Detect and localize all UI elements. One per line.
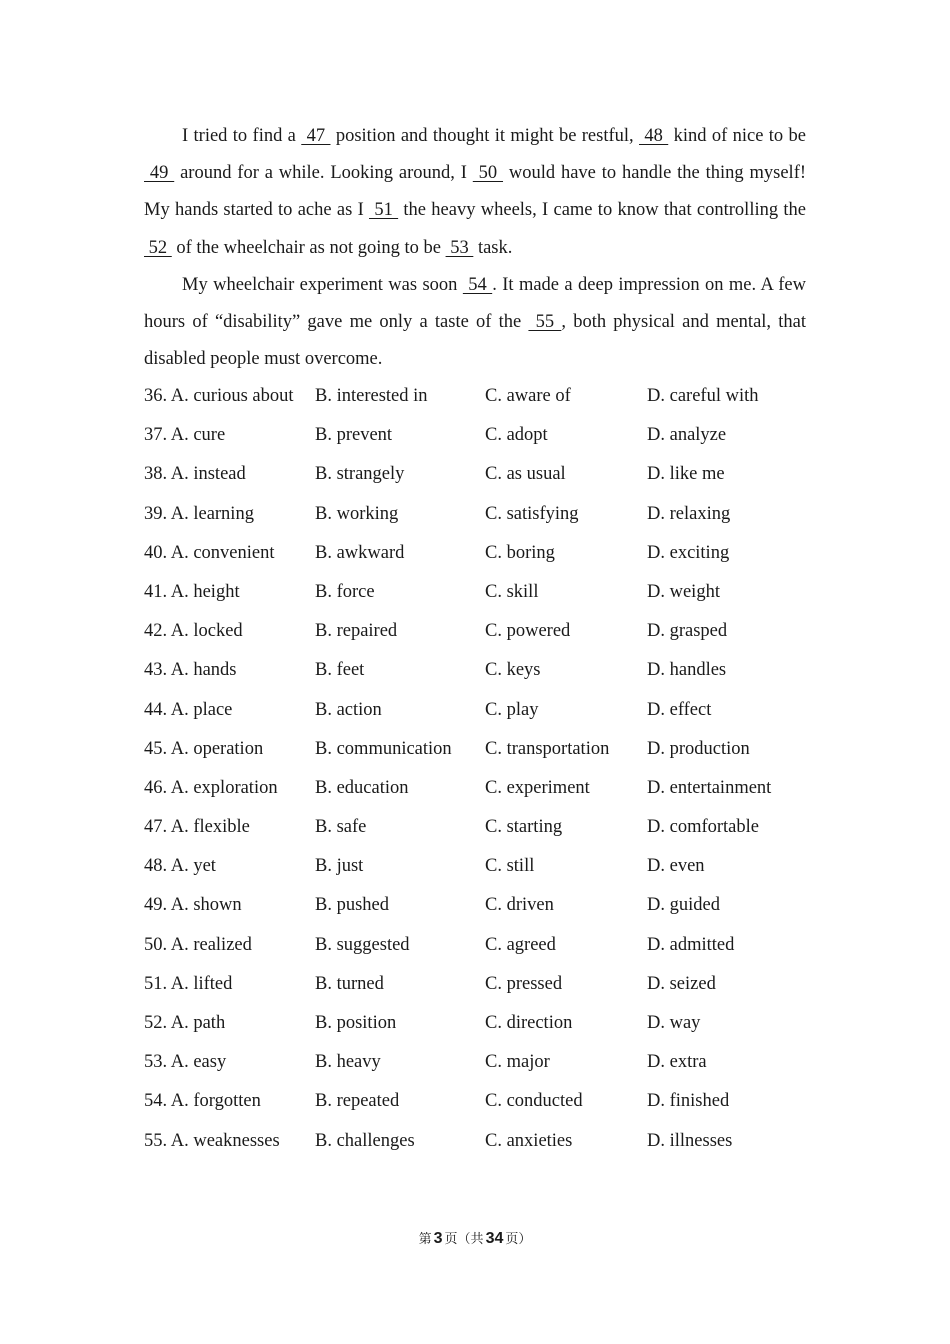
option-d: D. exciting [647,542,730,563]
blank-50: 50 [472,163,504,184]
option-c: C. keys [485,660,541,681]
passage-text: would have to handle the thing myself! My hands started to ache as I [144,163,807,221]
option-d: D. guided [647,895,720,916]
blank-53: 53 [445,237,474,258]
option-b: B. awkward [315,542,405,563]
option-b: B. action [315,699,382,720]
option-b: B. turned [315,973,384,994]
passage [144,118,806,378]
option-row [144,416,824,455]
option-b: B. repeated [315,1091,400,1112]
option-d: D. production [647,738,750,759]
option-b: B. prevent [315,425,393,446]
option-a: 48. A. yet [144,856,216,877]
footer-middle: 页（共 [444,1232,484,1247]
option-row [144,573,824,612]
option-d: D. finished [647,1091,730,1112]
option-c: C. agreed [485,934,556,955]
option-b: B. force [315,581,375,602]
footer-prefix: 第 [418,1232,432,1247]
option-c: C. driven [485,895,554,916]
passage-text: My wheelchair experiment was soon [182,274,463,295]
passage-text: around for a while. Looking around, I [174,163,473,184]
blank-49: 49 [144,163,175,184]
option-a: 46. A. exploration [144,777,278,798]
option-row [144,730,824,769]
option-row [144,534,824,573]
option-d: D. careful with [647,386,759,406]
option-b: B. challenges [315,1130,415,1151]
answer-options [144,377,824,1161]
option-a: 55. A. weaknesses [144,1130,280,1151]
option-d: D. grasped [647,621,728,642]
option-d: D. seized [647,973,716,994]
option-d: D. handles [647,660,727,681]
option-c: C. play [485,699,539,720]
option-b: B. just [315,856,364,877]
passage-text: of the wheelchair as not going to be [171,237,446,258]
option-c: C. conducted [485,1091,583,1112]
option-c: C. direction [485,1013,573,1033]
option-a: 38. A. instead [144,464,246,485]
option-b: B. repaired [315,621,398,642]
option-a: 53. A. easy [144,1052,227,1073]
option-b: B. heavy [315,1052,381,1073]
option-row [144,1082,824,1121]
option-d: D. like me [647,464,725,485]
option-b: B. education [315,777,409,798]
option-b: B. interested in [315,386,428,406]
option-b: B. strangely [315,464,405,485]
option-a: 43. A. hands [144,660,237,681]
passage-text: , both physical and mental, that disabled people must overcome. [144,312,806,370]
option-c: C. experiment [485,777,590,798]
option-d: D. weight [647,581,720,602]
option-b: B. safe [315,817,367,838]
blank-52: 52 [144,237,172,258]
option-c: C. transportation [485,738,610,759]
option-row [144,808,824,847]
option-a: 45. A. operation [144,738,264,759]
option-b: B. working [315,503,399,524]
option-c: C. anxieties [485,1130,573,1151]
option-row [144,377,824,416]
option-c: C. powered [485,621,571,642]
blank-47: 47 [301,126,331,146]
option-d: D. admitted [647,934,735,955]
option-d: D. entertainment [647,777,772,798]
option-a: 51. A. lifted [144,973,233,994]
page-number: 3 [433,1230,443,1247]
option-a: 37. A. cure [144,425,226,446]
option-row [144,1004,824,1043]
option-row [144,886,824,925]
option-c: C. still [485,856,535,877]
blank-51: 51 [369,200,399,221]
option-a: 39. A. learning [144,503,254,524]
passage-text: kind of nice to be [668,126,806,146]
blank-55: 55 [528,312,562,333]
option-d: D. analyze [647,425,727,446]
option-d: D. way [647,1013,701,1033]
option-row [144,651,824,690]
passage-text: I tried to find a [182,126,302,146]
paragraph-2 [144,267,806,379]
option-row [144,495,824,534]
option-c: C. satisfying [485,503,579,524]
option-c: C. major [485,1052,550,1073]
total-pages: 34 [485,1230,504,1247]
passage-text: . It made a deep impression on me. A few hours of “disability” gave me only a taste of the [144,274,807,333]
option-a: 36. A. curious about [144,386,294,406]
option-a: 49. A. shown [144,895,242,916]
option-row [144,691,824,730]
option-c: C. pressed [485,973,563,994]
option-row [144,926,824,965]
option-d: D. illnesses [647,1130,733,1151]
blank-48: 48 [639,126,669,146]
blank-54: 54 [462,274,493,295]
option-a: 40. A. convenient [144,542,275,563]
option-row [144,612,824,651]
page-footer [0,1228,950,1248]
option-row [144,1122,824,1161]
option-b: B. position [315,1013,397,1033]
passage-text: task. [473,237,513,258]
option-row [144,847,824,886]
option-d: D. comfortable [647,817,759,838]
option-c: C. skill [485,581,539,602]
option-d: D. even [647,856,705,877]
option-a: 42. A. locked [144,621,243,642]
option-a: 47. A. flexible [144,817,250,838]
passage-text: the heavy wheels, I came to know that controlling the [398,200,806,221]
option-b: B. feet [315,660,365,681]
option-a: 50. A. realized [144,934,252,955]
paragraph-1 [144,118,806,267]
option-b: B. pushed [315,895,389,916]
option-d: D. extra [647,1052,707,1073]
option-a: 54. A. forgotten [144,1091,261,1112]
option-c: C. as usual [485,464,566,485]
option-c: C. adopt [485,425,548,446]
option-row [144,455,824,494]
option-row [144,769,824,808]
option-b: B. suggested [315,934,410,955]
option-c: C. boring [485,542,555,563]
option-b: B. communication [315,738,452,759]
option-a: 44. A. place [144,699,233,720]
option-row [144,1043,824,1082]
option-c: C. aware of [485,386,571,406]
option-row [144,965,824,1004]
option-d: D. effect [647,699,712,720]
footer-suffix: 页） [505,1232,532,1247]
option-a: 52. A. path [144,1013,226,1033]
option-c: C. starting [485,817,563,838]
passage-text: position and thought it might be restful, [330,126,640,146]
option-d: D. relaxing [647,503,731,524]
option-a: 41. A. height [144,581,240,602]
